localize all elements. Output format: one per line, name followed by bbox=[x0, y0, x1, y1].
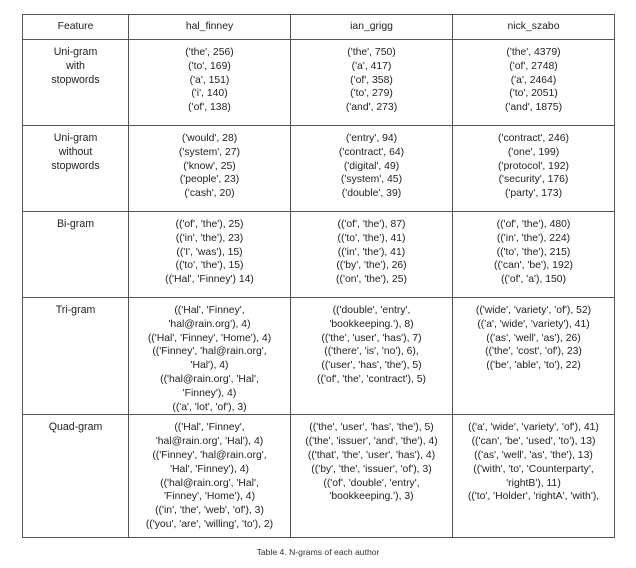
ngram-entry: (('with', 'to', 'Counterparty', bbox=[473, 463, 594, 475]
ngram-entry: (('in', 'the'), 41) bbox=[337, 246, 406, 258]
nick-szabo-cell bbox=[453, 40, 615, 126]
feature-label: stopwords bbox=[51, 159, 100, 172]
ngram-entry: ('system', 45) bbox=[340, 174, 403, 186]
ngram-entry: (('to', 'the'), 215) bbox=[496, 246, 571, 258]
ngram-entry: ('the', 750) bbox=[347, 47, 396, 58]
table-row bbox=[23, 212, 615, 298]
table-row bbox=[23, 40, 615, 126]
ngram-entry: ('contract', 246) bbox=[498, 133, 569, 144]
header-hal-finney: hal_finney bbox=[129, 15, 291, 40]
ngram-entry: 'Finney', 'Home'), 4) bbox=[163, 491, 256, 503]
ngram-entry: (('Finney', 'hal@rain.org', bbox=[152, 449, 267, 461]
ngram-entry: ('i', 140) bbox=[191, 88, 228, 100]
ngram-entry: ('to', 169) bbox=[188, 60, 231, 72]
ngram-entry: 'rightB'), 11) bbox=[506, 477, 561, 489]
ngram-entry: (('can', 'be', 'used', 'to'), 13) bbox=[471, 436, 596, 448]
ngram-entry: (('of', 'the', 'contract'), 5) bbox=[317, 373, 426, 385]
ngram-entry: 'hal@rain.org'), 4) bbox=[168, 318, 251, 330]
ngram-table-container bbox=[22, 14, 614, 538]
ngram-entry: ('one', 199) bbox=[507, 146, 560, 158]
ngram-entry: (('to', 'the'), 41) bbox=[337, 232, 406, 244]
ngram-entry: ('cash', 20) bbox=[184, 188, 235, 200]
header-nick-szabo: nick_szabo bbox=[453, 15, 615, 40]
ngram-entry: ('to', 2051) bbox=[509, 88, 558, 100]
ngram-entry: (('you', 'are', 'willing', 'to'), 2) bbox=[145, 518, 274, 530]
ngram-entry: ('the', 4379) bbox=[506, 47, 561, 58]
ian-grigg-cell bbox=[291, 212, 453, 298]
ian-grigg-cell bbox=[291, 415, 453, 538]
ngram-entry: ('would', 28) bbox=[181, 133, 238, 144]
ngram-entry: (('wide', 'variety', 'of'), 52) bbox=[475, 305, 592, 316]
ngram-entry: (('Hal', 'Finney', bbox=[174, 422, 245, 434]
ngram-entry: (('of', 'the'), 25) bbox=[175, 219, 244, 230]
ngram-entry: 'Finney'), 4) bbox=[182, 387, 237, 399]
ngram-entry: ('of', 358) bbox=[350, 74, 393, 86]
ngram-entry: 'Hal'), 4) bbox=[190, 360, 229, 372]
ngram-entry: (('to', 'Holder', 'rightA', 'with'), bbox=[467, 491, 600, 503]
ngram-entry: 'hal@rain.org', 'Hal'), 4) bbox=[155, 436, 264, 448]
feature-label: without bbox=[58, 145, 93, 158]
ngram-entry: ('a', 2464) bbox=[510, 74, 557, 86]
ngram-entry: ('the', 256) bbox=[185, 47, 234, 58]
ngram-entry: ('a', 151) bbox=[189, 74, 230, 86]
ngram-entry: (('Hal', 'Finney') 14) bbox=[165, 274, 254, 286]
nick-szabo-cell bbox=[453, 415, 615, 538]
ngram-entry: 'bookkeeping.'), 8) bbox=[329, 318, 414, 330]
ngram-entry: ('of', 138) bbox=[188, 102, 231, 114]
ngram-entry: (('hal@rain.org', 'Hal', bbox=[160, 373, 259, 385]
ian-grigg-cell bbox=[291, 298, 453, 415]
table-row bbox=[23, 126, 615, 212]
feature-label: Bi-gram bbox=[56, 218, 95, 230]
ngram-entry: (('a', 'wide', 'variety'), 41) bbox=[477, 318, 590, 330]
ngram-entry: (('double', 'entry', bbox=[332, 305, 411, 316]
ngram-entry: ('to', 279) bbox=[350, 88, 393, 100]
ngram-entry: ('contract', 64) bbox=[338, 146, 405, 158]
ngram-entry: (('in', 'the'), 224) bbox=[496, 232, 571, 244]
ngram-entry: (('the', 'issuer', 'and', 'the'), 4) bbox=[305, 436, 438, 448]
feature-cell bbox=[23, 40, 129, 126]
hal-finney-cell bbox=[129, 126, 291, 212]
ngram-entry: ('and', 1875) bbox=[504, 102, 563, 114]
header-ian-grigg: ian_grigg bbox=[291, 15, 453, 40]
feature-label: Tri-gram bbox=[55, 304, 96, 316]
ngram-entry: 'bookkeeping.'), 3) bbox=[329, 491, 414, 503]
ngram-entry: ('and', 273) bbox=[345, 102, 398, 114]
ngram-entry: ('a', 417) bbox=[351, 60, 392, 72]
feature-label: stopwords bbox=[51, 73, 100, 86]
feature-label: Quad-gram bbox=[48, 421, 103, 434]
feature-cell bbox=[23, 212, 129, 298]
ngram-entry: (('in', 'the', 'web', 'of'), 3) bbox=[155, 505, 264, 517]
ngram-entry: (('of', 'the'), 87) bbox=[337, 219, 406, 230]
ngram-entry: (('by', 'the'), 26) bbox=[336, 260, 407, 272]
header-row bbox=[23, 15, 615, 40]
ngram-entry: (('the', 'user', 'has', 'the'), 5) bbox=[309, 422, 434, 434]
ngram-entry: 'Hal', 'Finney'), 4) bbox=[170, 463, 249, 475]
ngram-entry: (('as', 'well', 'as', 'the'), 13) bbox=[474, 449, 593, 461]
ngram-entry: (('can', 'be'), 192) bbox=[494, 260, 573, 272]
ngram-entry: ('entry', 94) bbox=[345, 133, 398, 144]
ngram-entry: (('to', 'the'), 15) bbox=[175, 260, 244, 272]
header-feature: Feature bbox=[23, 15, 129, 40]
ngram-entry: (('be', 'able', 'to'), 22) bbox=[486, 360, 581, 372]
ngram-entry: (('I', 'was'), 15) bbox=[176, 246, 243, 258]
hal-finney-cell bbox=[129, 40, 291, 126]
ngram-entry: (('a', 'wide', 'variety', 'of'), 41) bbox=[468, 422, 599, 434]
ngram-entry: (('in', 'the'), 23) bbox=[175, 232, 244, 244]
nick-szabo-cell bbox=[453, 126, 615, 212]
ngram-entry: (('Finney', 'hal@rain.org', bbox=[152, 346, 267, 358]
feature-cell bbox=[23, 415, 129, 538]
ngram-entry: ('double', 39) bbox=[341, 188, 402, 200]
table-caption: Table 4. N-grams of each author bbox=[256, 547, 380, 557]
hal-finney-cell bbox=[129, 212, 291, 298]
ngram-entry: ('of', 2748) bbox=[509, 60, 558, 72]
feature-label: Uni-gram bbox=[53, 132, 98, 144]
feature-label: Uni-gram bbox=[53, 46, 98, 58]
ngram-entry: (('there', 'is', 'no'), 6), bbox=[324, 346, 419, 358]
ngram-entry: (('that', 'the', 'user', 'has'), 4) bbox=[307, 449, 436, 461]
ngram-entry: (('as', 'well', 'as'), 26) bbox=[486, 332, 581, 344]
nick-szabo-cell bbox=[453, 298, 615, 415]
ngram-entry: ('security', 176) bbox=[498, 174, 569, 186]
ian-grigg-cell bbox=[291, 126, 453, 212]
ngram-entry: (('of', 'a'), 150) bbox=[500, 274, 567, 286]
ngram-entry: ('know', 25) bbox=[183, 160, 236, 172]
ngram-entry: ('people', 23) bbox=[179, 174, 240, 186]
ngram-entry: ('system', 27) bbox=[178, 146, 241, 158]
feature-label: with bbox=[66, 59, 85, 72]
ngram-entry: (('the', 'cost', 'of'), 23) bbox=[485, 346, 582, 358]
hal-finney-cell bbox=[129, 415, 291, 538]
ngram-entry: (('hal@rain.org', 'Hal', bbox=[160, 477, 259, 489]
nick-szabo-cell bbox=[453, 212, 615, 298]
ngram-entry: (('Hal', 'Finney', bbox=[174, 305, 245, 316]
ngram-entry: (('of', 'double', 'entry', bbox=[323, 477, 420, 489]
table-row bbox=[23, 298, 615, 415]
ngram-entry: (('of', 'the'), 480) bbox=[496, 219, 571, 230]
ngram-entry: (('the', 'user', 'has'), 7) bbox=[321, 332, 422, 344]
ngram-entry: (('Hal', 'Finney', 'Home'), 4) bbox=[147, 332, 272, 344]
ngram-entry: (('on', 'the'), 25) bbox=[336, 274, 407, 286]
ngram-entry: (('a', 'lot', 'of'), 3) bbox=[172, 401, 247, 413]
ngram-entry: ('protocol', 192) bbox=[498, 160, 569, 172]
ngram-entry: (('by', 'the', 'issuer', 'of'), 3) bbox=[311, 463, 432, 475]
ngram-entry: ('party', 173) bbox=[504, 188, 563, 200]
feature-cell bbox=[23, 298, 129, 415]
table-row bbox=[23, 415, 615, 538]
ngram-entry: ('digital', 49) bbox=[343, 160, 400, 172]
hal-finney-cell bbox=[129, 298, 291, 415]
ian-grigg-cell bbox=[291, 40, 453, 126]
feature-cell bbox=[23, 126, 129, 212]
ngram-table bbox=[22, 14, 615, 538]
ngram-entry: (('user', 'has', 'the'), 5) bbox=[321, 360, 422, 372]
